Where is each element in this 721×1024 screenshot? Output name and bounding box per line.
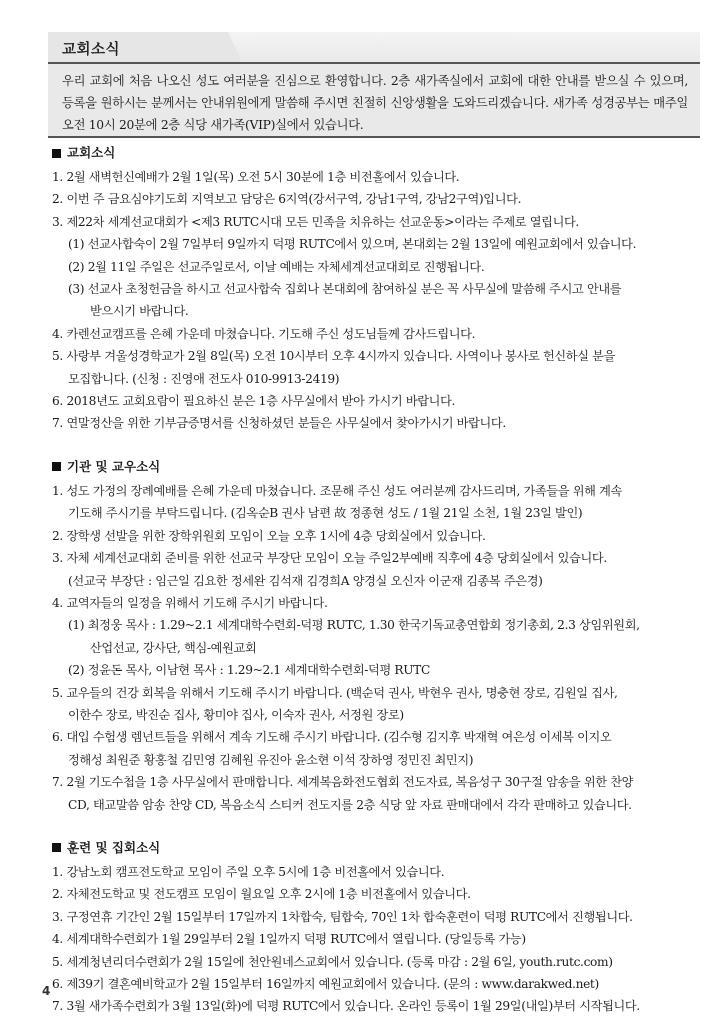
list-item: 5. 세계청년리더수련회가 2월 15일에 천안원네스교회에서 있습니다. (등록 마감 : 2월 6일, youth.rutc.com)	[52, 954, 613, 969]
list-item-continued: 모집합니다. (신청 : 진영애 전도사 010-9913-2419)	[68, 371, 340, 386]
announcements	[48, 143, 688, 1018]
list-item: 1. 강남노회 캠프전도학교 모임이 주일 오후 5시에 1층 비전홀에서 있습니다.	[52, 864, 445, 879]
list-item: 7. 2월 기도수첩을 1층 사무실에서 판매합니다. 세계복음화전도협회 전도자료, 복음성구 30구절 암송을 위한 찬양	[52, 775, 634, 790]
welcome-box	[48, 64, 700, 138]
welcome-text: 우리 교회에 처음 나오신 성도 여러분을 진심으로 환영합니다. 2층 새가족실에서 교회에 대한 안내를 받으실 수 있으며, 등록을 원하시는 분께서는 안내위원에게 말씀해 주시면 친절히 신앙생활을 도와드리겠습니다. 새가족 성경공부는 매주일 오전 10시 20분에 2층 식당 새가족(VIP)실에서 있습니다.	[62, 74, 688, 132]
sub-list-item-continued: 받으시기 바랍니다.	[90, 304, 189, 319]
list-item-continued: 정해성 최원준 황홍철 김민영 김혜원 유진아 윤소현 이석 장하영 정민진 최민지)	[68, 752, 474, 767]
page-title: 교회소식	[62, 42, 121, 58]
section-member-news	[48, 457, 688, 816]
section-title: 훈련 및 집회소식	[67, 839, 161, 855]
list-item-continued: 이한수 장로, 박진순 집사, 황미야 집사, 이숙자 권사, 서정원 장로)	[68, 707, 404, 722]
sub-list-item: (1) 최정웅 목사 : 1.29~2.1 세계대학수련회-덕평 RUTC, 1.30 한국기독교총연합회 정기총회, 2.3 상임위원회,	[68, 618, 640, 633]
list-item: 1. 성도 가정의 장례예배를 은혜 가운데 마쳤습니다. 조문해 주신 성도 여러분께 감사드리며, 가족들을 위해 계속	[52, 483, 622, 498]
section-church-news	[48, 143, 688, 435]
sub-list-item-continued: 산업선교, 강사단, 핵심-예원교회	[90, 640, 257, 655]
list-item: 2. 장학생 선발을 위한 장학위원회 모임이 오늘 오후 1시에 4층 당회실에서 있습니다.	[52, 528, 486, 543]
sub-list-item: (1) 선교사합숙이 2월 7일부터 9일까지 덕평 RUTC에서 있으며, 본대회는 2월 13일에 예원교회에서 있습니다.	[68, 237, 637, 252]
list-item: 7. 연말정산을 위한 기부금증명서를 신청하셨던 분들은 사무실에서 찾아가시기 바랍니다.	[52, 416, 506, 431]
list-item-continued: 기도해 주시기를 부탁드립니다. (김옥순B 권사 남편 故 정종현 성도 / 1월 21일 소천, 1월 23일 발인)	[68, 506, 583, 521]
header-bar-bg	[228, 32, 700, 62]
list-item: 2. 이번 주 금요심야기도회 지역보고 담당은 6지역(강서구역, 강남1구역, 강남2구역)입니다.	[52, 192, 522, 207]
list-item: 4. 세계대학수련회가 1월 29일부터 2월 1일까지 덕평 RUTC에서 열립니다. (당일등록 가능)	[52, 932, 526, 947]
list-item: 3. 구정연휴 기간인 2월 15일부터 17일까지 1차합숙, 팀합숙, 70인 1차 합숙훈련이 덕평 RUTC에서 진행됩니다.	[52, 909, 633, 924]
list-item: 6. 2018년도 교회요람이 필요하신 분은 1층 사무실에서 받아 가시기 바랍니다.	[52, 394, 456, 409]
list-item: 4. 카렌선교캠프를 은혜 가운데 마쳤습니다. 기도해 주신 성도님들께 감사드립니다.	[52, 326, 476, 341]
page-number: 4	[42, 984, 51, 998]
list-item-continued: (선교국 부장단 : 임근일 김요한 정세완 김석재 김경희A 양경실 오신자 이군재 김종복 주은경)	[68, 573, 543, 588]
list-item: 4. 교역자들의 일정을 위해서 기도해 주시기 바랍니다.	[52, 595, 328, 610]
list-item: 5. 사랑부 겨울성경학교가 2월 8일(목) 오전 10시부터 오후 4시까지 있습니다. 사역이나 봉사로 헌신하실 분을	[52, 349, 616, 364]
square-bullet-icon	[52, 149, 61, 158]
sub-list-item: (2) 2월 11일 주일은 선교주일로서, 이날 예배는 자체세계선교대회로 진행됩니다.	[68, 259, 485, 274]
square-bullet-icon	[52, 462, 61, 471]
list-item: 5. 교우들의 건강 회복을 위해서 기도해 주시기 바랍니다. (백순덕 권사, 박현우 권사, 명충현 장로, 김원일 집사,	[52, 685, 618, 700]
list-item: 6. 제39기 결혼예비학교가 2월 15일부터 16일까지 예원교회에서 있습니다. (문의 : www.darakwed.net)	[52, 977, 599, 991]
list-item-continued: CD, 태교말씀 암송 찬양 CD, 복음소식 스티커 전도지를 2층 식당 앞 자료 판매대에서 각각 판매하고 있습니다.	[68, 797, 632, 812]
list-item: 2. 자체전도학교 및 전도캠프 모임이 월요일 오후 2시에 1층 비전홀에서 있습니다.	[52, 887, 471, 902]
sub-list-item: (3) 선교사 초청헌금을 하시고 선교사합숙 집회나 본대회에 참여하실 분은 꼭 사무실에 말씀해 주시고 안내를	[68, 282, 622, 297]
section-title: 기관 및 교우소식	[67, 458, 161, 474]
list-item: 1. 2월 새벽헌신예배가 2월 1일(목) 오전 5시 30분에 1층 비전홀에서 있습니다.	[52, 170, 460, 184]
list-item: 6. 대입 수험생 렘넌트들을 위해서 계속 기도해 주시기 바랍니다. (김수형 김지후 박재혁 여은성 이세복 이지오	[52, 730, 612, 745]
list-item: 3. 제22차 세계선교대회가 <제3 RUTC시대 모든 민족을 치유하는 선교운동>이라는 주제로 열립니다.	[52, 214, 579, 229]
section-title: 교회소식	[67, 145, 116, 160]
square-bullet-icon	[52, 843, 61, 852]
list-item: 7. 3월 새가족수련회가 3월 13일(화)에 덕평 RUTC에서 있습니다. 온라인 등록이 1월 29일(내일)부터 시작됩니다.	[52, 999, 640, 1014]
sub-list-item: (2) 정윤돈 목사, 이남현 목사 : 1.29~2.1 세계대학수련회-덕평 RUTC	[68, 663, 430, 678]
list-item: 3. 자체 세계선교대회 준비를 위한 선교국 부장단 모임이 오늘 주일2부예배 직후에 4층 당회실에서 있습니다.	[52, 551, 607, 566]
section-training-news	[48, 838, 688, 1018]
